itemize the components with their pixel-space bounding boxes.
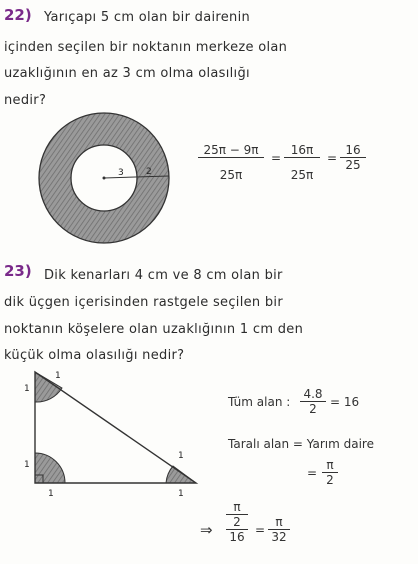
q23-final-den: 16 <box>226 529 248 544</box>
q23-total-den: 2 <box>300 401 326 416</box>
annulus-diagram <box>34 110 184 250</box>
side-label-3: 1 <box>24 460 30 470</box>
q23-shaded-num: π <box>326 458 334 472</box>
triangle-diagram <box>18 364 218 504</box>
q23-total-fraction <box>300 387 326 416</box>
q22-frac3-den: 25 <box>340 157 366 172</box>
q22-frac2-den: 25π <box>284 157 320 182</box>
q23-final-res-den: 32 <box>268 529 290 544</box>
sector-right-angle <box>35 453 65 483</box>
question-23-line-4: küçük olma olasılığı nedir? <box>4 348 185 363</box>
question-23-number: 23) <box>4 262 32 280</box>
side-label-4: 1 <box>48 489 54 499</box>
q22-frac1-num: 25π − 9π <box>203 143 259 157</box>
q23-final-fraction <box>226 500 248 544</box>
q23-final-top: π <box>233 500 241 514</box>
question-22-line-4: nedir? <box>4 93 47 108</box>
q22-fraction-1 <box>198 143 264 182</box>
question-23-line-1: Dik kenarları 4 cm ve 8 cm olan bir <box>44 268 283 283</box>
q23-final-res-num: π <box>275 515 283 529</box>
q23-final-mid: 2 <box>226 514 248 529</box>
q23-shaded-den: 2 <box>322 472 338 487</box>
q23-shaded-equals: = <box>307 466 318 480</box>
q22-equals-2: = <box>327 151 338 165</box>
side-label-1: 1 <box>24 384 30 394</box>
q23-final-result <box>268 515 290 544</box>
q23-final-equals: = <box>255 523 266 537</box>
q22-frac3-num: 16 <box>345 143 361 157</box>
side-label-6: 1 <box>178 489 184 499</box>
q23-total-label: Tüm alan : <box>228 395 291 409</box>
q23-implies-arrow: ⇒ <box>200 521 213 539</box>
q22-fraction-3 <box>340 143 366 172</box>
inner-radius-label: 3 <box>118 168 124 178</box>
q22-frac2-num: 16π <box>290 143 314 157</box>
question-22-number: 22) <box>4 6 32 24</box>
q23-total-result: = 16 <box>330 395 360 409</box>
question-23-line-2: dik üçgen içerisinden rastgele seçilen bir <box>4 295 283 310</box>
side-label-2: 1 <box>55 371 61 381</box>
q23-shaded-label: Taralı alan = Yarım daire <box>228 437 374 451</box>
question-23-line-3: noktanın köşelere olan uzaklığının 1 cm den <box>4 322 304 337</box>
q22-frac1-den: 25π <box>198 157 264 182</box>
question-22-line-1: Yarıçapı 5 cm olan bir dairenin <box>44 10 251 25</box>
side-label-5: 1 <box>178 451 184 461</box>
q23-shaded-fraction <box>322 458 338 487</box>
q22-equals-1: = <box>271 151 282 165</box>
q23-total-num: 4.8 <box>303 387 323 401</box>
question-22-line-3: uzaklığının en az 3 cm olma olasılığı <box>4 66 250 81</box>
q22-fraction-2 <box>284 143 320 182</box>
outer-part-label: 2 <box>146 167 152 177</box>
question-22-line-2: içinden seçilen bir noktanın merkeze olan <box>4 40 288 55</box>
